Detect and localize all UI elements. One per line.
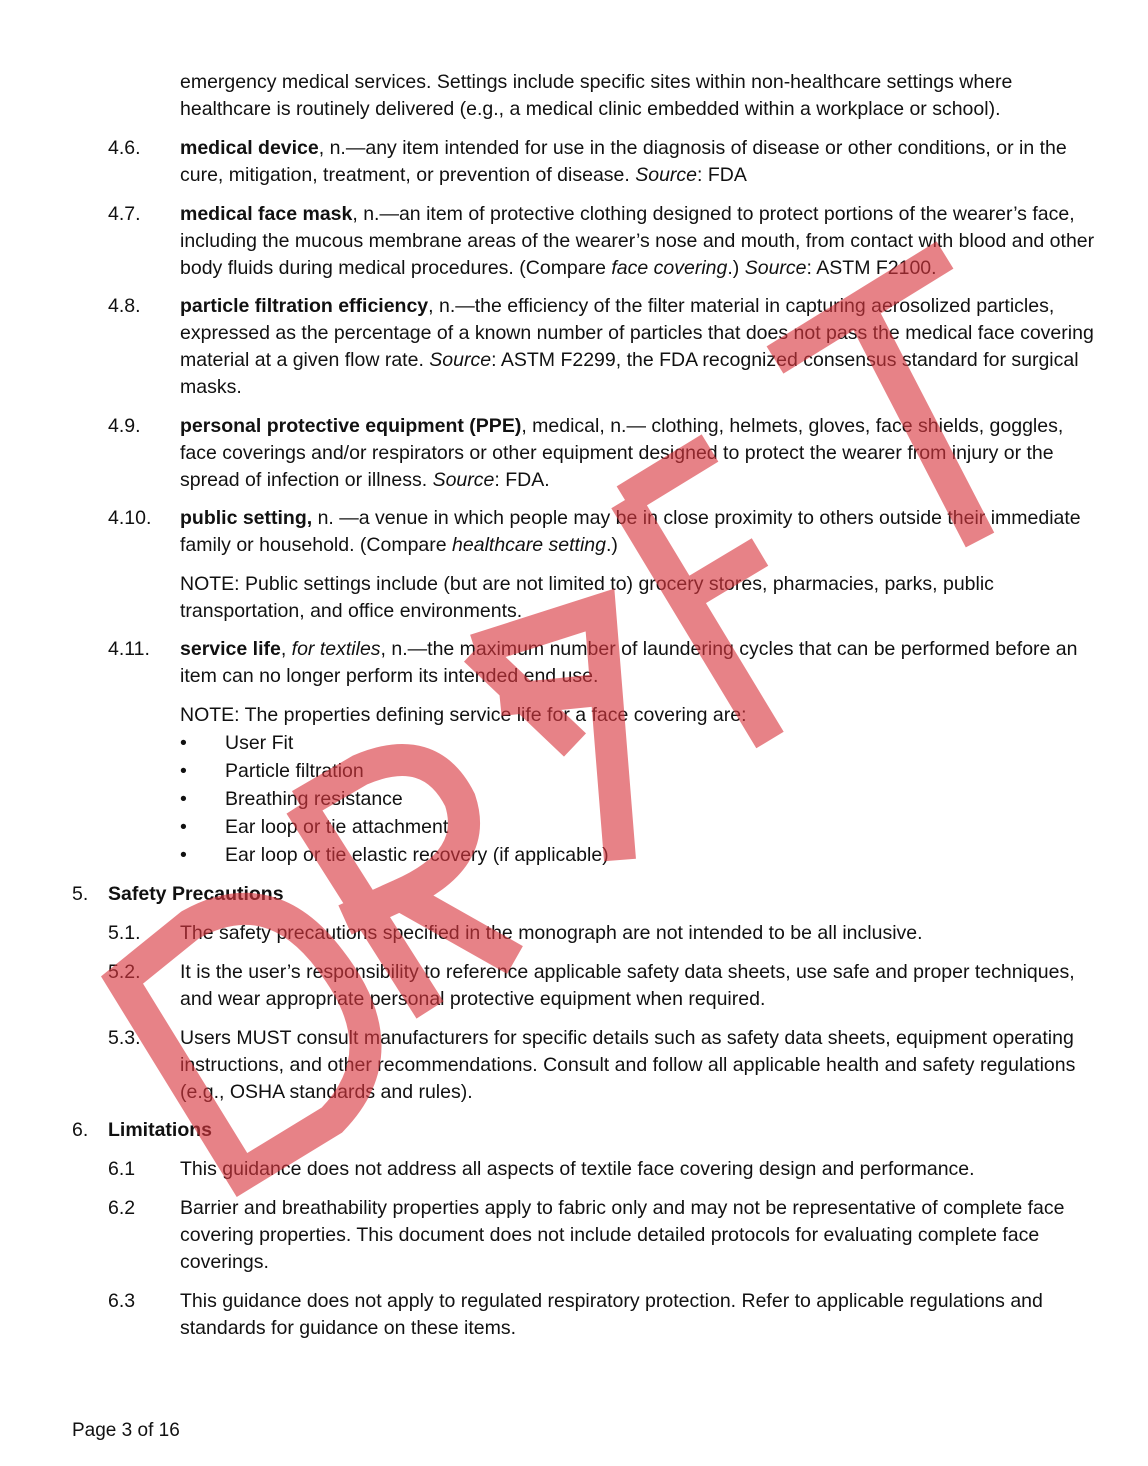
term: personal protective equipment (PPE) — [180, 415, 522, 437]
item-number: 6.1 — [108, 1158, 136, 1180]
clause-text: This guidance does not address all aspects of textile face covering design and performance. — [180, 1158, 975, 1180]
item-number: 4.10. — [108, 507, 152, 529]
section-heading-5 — [72, 881, 284, 908]
bullet-icon: • — [180, 788, 187, 810]
item-number: 6.3 — [108, 1290, 136, 1312]
clause-text: It is the user’s responsibility to reference applicable safety data sheets, use safe and proper techniques, and wear appropriate personal protective equipment when required. — [180, 961, 1075, 1010]
clause-5-1 — [108, 920, 1108, 947]
term: medical face mask — [180, 203, 353, 225]
item-number: 4.9. — [108, 415, 141, 437]
term: particle filtration efficiency — [180, 295, 429, 317]
list-item: • Ear loop or tie attachment — [180, 814, 448, 841]
note-service-life: NOTE: The properties defining service life for a face covering are: — [180, 704, 747, 726]
item-number: 4.7. — [108, 203, 141, 225]
bullet-icon: • — [180, 816, 187, 838]
compare-term: healthcare setting — [452, 534, 606, 556]
source-label: Source — [635, 164, 698, 186]
clause-text: This guidance does not apply to regulated respiratory protection. Refer to applicable regulations and standards for guidance on these items. — [180, 1290, 1043, 1339]
term: public setting, — [180, 507, 313, 529]
clause-text: Users MUST consult manufacturers for specific details such as safety data sheets, equipment operating instructions, and other recommendations. Consult and follow all applicable health and safety regulations (e.g., OSHA standards and rules). — [180, 1027, 1076, 1103]
list-item: • Particle filtration — [180, 758, 364, 785]
section-number: 6. — [72, 1119, 89, 1141]
page-number: Page 3 of 16 — [72, 1420, 180, 1441]
definition-4-6 — [108, 135, 1108, 189]
intro-paragraph: emergency medical services. Settings include specific sites within non-healthcare settings where healthcare is routinely delivered (e.g., a medical clinic embedded within a workplace or school). — [180, 71, 1013, 120]
item-number: 4.6. — [108, 137, 141, 159]
source-label: Source — [429, 349, 492, 371]
qualifier: for textiles — [291, 638, 381, 660]
item-number: 6.2 — [108, 1197, 136, 1219]
definition-4-8 — [108, 293, 1108, 401]
clause-5-3 — [108, 1025, 1108, 1106]
definition-text: public setting, n. —a venue in which people may be in close proximity to others outside their immediate family or household. (Compare healthcare setting.) — [180, 507, 1081, 556]
note-public-settings: NOTE: Public settings include (but are not limited to) grocery stores, pharmacies, parks, public transportation, and office environments. — [180, 573, 994, 622]
definition-4-7 — [108, 201, 1108, 282]
clause-6-3 — [108, 1288, 1108, 1342]
definition-4-11 — [108, 636, 1108, 690]
clause-text: The safety precautions specified in the monograph are not intended to be all inclusive. — [180, 922, 923, 944]
definition-text: personal protective equipment (PPE), medical, n.— clothing, helmets, gloves, face shields, goggles, face coverings and/or respirators or other equipment designed to protect the wearer from injury or the spread of infection or illness. Source: FDA. — [180, 415, 1064, 491]
term: medical device — [180, 137, 319, 159]
clause-text: Barrier and breathability properties apply to fabric only and may not be representative of complete face covering properties. This document does not include detailed protocols for evaluating complete face coverings. — [180, 1197, 1065, 1273]
item-number: 4.8. — [108, 295, 141, 317]
source-label: Source — [744, 257, 807, 279]
source-label: Source — [432, 469, 495, 491]
definition-text: service life, for textiles, n.—the maximum number of laundering cycles that can be performed before an item can no longer perform its intended end use. — [180, 638, 1078, 687]
definition-text: particle filtration efficiency, n.—the efficiency of the filter material in capturing aerosolized particles, expressed as the percentage of a known number of particles that does not pass the medical face covering material at a given flow rate. Source: ASTM F2299, the FDA recognized consensus standard for surgical masks. — [180, 295, 1094, 398]
section-title: Limitations — [108, 1119, 213, 1141]
section-title: Safety Precautions — [108, 883, 284, 905]
section-number: 5. — [72, 883, 89, 905]
definition-text: medical face mask, n.—an item of protective clothing designed to protect portions of the wearer’s face, including the mucous membrane areas of the wearer’s nose and mouth, from contact with blood and other body fluids during medical procedures. (Compare face covering.) Source: ASTM F2100. — [180, 203, 1095, 279]
compare-term: face covering — [611, 257, 728, 279]
bullet-icon: • — [180, 844, 187, 866]
definition-4-10 — [108, 505, 1108, 559]
item-number: 5.3. — [108, 1027, 141, 1049]
section-heading-6 — [72, 1117, 212, 1144]
term: service life — [180, 638, 281, 660]
clause-6-1 — [108, 1156, 1108, 1183]
bullet-icon: • — [180, 760, 187, 782]
clause-6-2 — [108, 1195, 1108, 1276]
list-item: • Breathing resistance — [180, 786, 403, 813]
definition-4-9 — [108, 413, 1108, 494]
bullet-icon: • — [180, 732, 187, 754]
item-number: 5.2. — [108, 961, 141, 983]
list-item: • Ear loop or tie elastic recovery (if applicable) — [180, 842, 609, 869]
list-item: • User Fit — [180, 730, 293, 757]
clause-5-2 — [108, 959, 1108, 1013]
item-number: 4.11. — [108, 638, 150, 660]
item-number: 5.1. — [108, 922, 141, 944]
definition-text: medical device, n.—any item intended for use in the diagnosis of disease or other conditions, or in the cure, mitigation, treatment, or prevention of disease. Source: FDA — [180, 137, 1067, 186]
